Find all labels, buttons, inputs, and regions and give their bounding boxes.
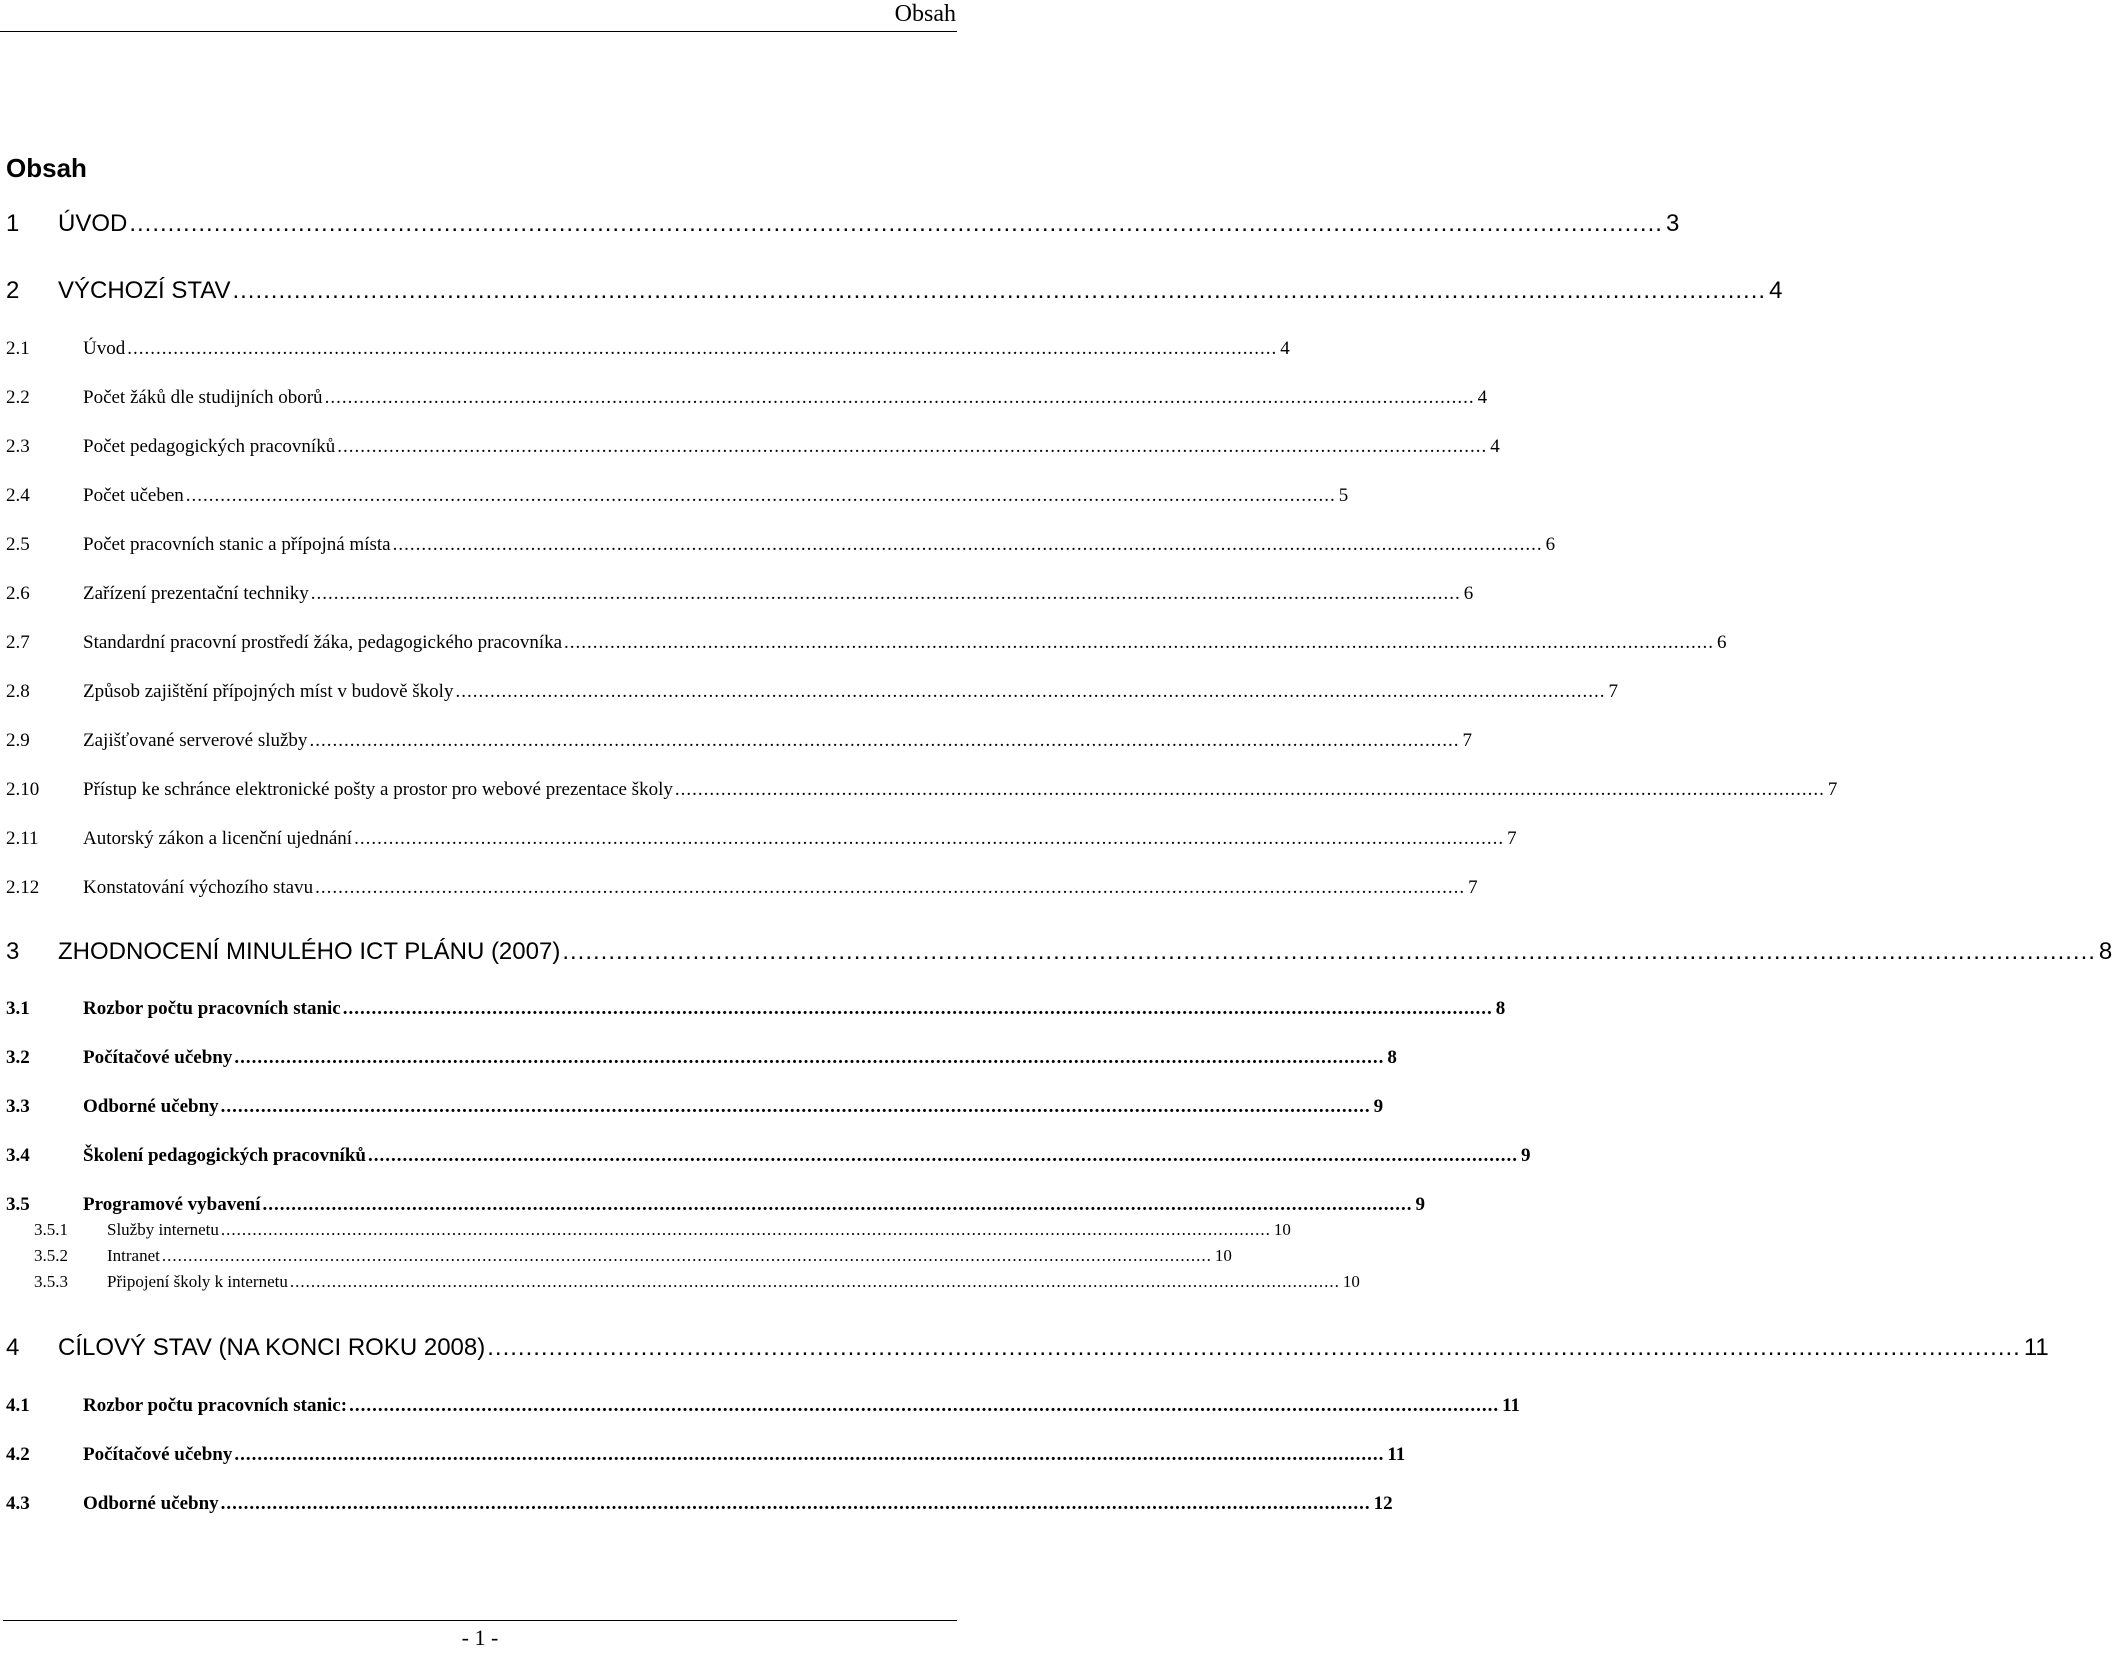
toc-entry-label: Počítačové učebny [83,1444,233,1465]
toc-leader: ........................................................................................................................................................................................................ [127,338,1278,359]
page-title: Obsah [6,153,87,183]
toc-leader: ........................................................................................................................................................................................................ [234,1444,1385,1465]
toc-entry-number: 3.5.2 [34,1246,68,1265]
toc-entry-page: 7 [1608,681,1618,702]
toc-entry-section[interactable] [6,631,1727,655]
toc-leader: ........................................................................................................................................................................................................ [232,277,1767,304]
toc-entry-section[interactable] [6,435,1500,459]
page-footer [3,1620,957,1650]
toc-leader: ........................................................................................................................................................................................................ [234,1047,1385,1068]
toc-entry-label: Zařízení prezentační techniky [83,583,309,604]
toc-entry-chapter[interactable] [6,937,2112,967]
toc-entry-page: 9 [1520,1145,1531,1166]
toc-entry-section[interactable] [6,386,1488,410]
toc-leader: ........................................................................................................................................................................................................ [309,730,1460,751]
toc-entry-label: Připojení školy k internetu [107,1272,288,1291]
toc-entry-section[interactable] [6,1492,1393,1516]
toc-entry-number: 3.2 [6,1047,30,1068]
toc-entry-label: Rozbor počtu pracovních stanic [83,998,341,1019]
toc-leader: ........................................................................................................................................................................................................ [392,534,1543,555]
toc-entry-subsection[interactable] [34,1219,1291,1241]
toc-entry-label: Přístup ke schránce elektronické pošty a prostor pro webové prezentace školy [83,779,673,800]
toc-entry-number: 3.3 [6,1096,30,1117]
toc-entry-label: Způsob zajištění přípojných míst v budově školy [83,681,454,702]
toc-leader: ........................................................................................................................................................................................................ [354,828,1505,849]
toc-entry-page: 10 [1214,1246,1232,1265]
toc-leader: ........................................................................................................................................................................................................ [129,210,1663,237]
toc-entry-section[interactable] [6,582,1474,606]
toc-leader: ........................................................................................................................................................................................................ [487,1334,2021,1361]
toc-entry-label: Odborné učebny [83,1096,219,1117]
toc-entry-section[interactable] [6,1193,1425,1217]
toc-entry-label: CÍLOVÝ STAV (NA KONCI ROKU 2008) [58,1334,486,1361]
toc-leader: ........................................................................................................................................................................................................ [337,436,1488,457]
toc-entry-number: 2.10 [6,779,40,800]
toc-entry-label: Rozbor počtu pracovních stanic: [83,1395,348,1416]
toc-entry-page: 4 [1769,277,1783,304]
toc-entry-label: Intranet [107,1246,160,1265]
toc-entry-label: Počet pedagogických pracovníků [83,436,336,457]
toc-entry-page: 8 [2098,938,2112,965]
toc-entry-label: Počet žáků dle studijních oborů [83,387,323,408]
toc-entry-section[interactable] [6,1095,1384,1119]
toc-entry-section[interactable] [6,337,1290,361]
toc-leader: ........................................................................................................................................................................................................ [342,998,1493,1019]
toc-entry-label: Školení pedagogických pracovníků [83,1145,366,1166]
toc-leader: ........................................................................................................................................................................................................ [185,485,1336,506]
toc-entry-label: Počítačové učebny [83,1047,233,1068]
header-text: Obsah [894,1,956,27]
toc-entry-number: 4.3 [6,1493,30,1514]
toc-leader: ........................................................................................................................................................................................................ [674,779,1825,800]
toc-leader: ........................................................................................................................................................................................................ [220,1220,1271,1239]
toc-leader: ........................................................................................................................................................................................................ [310,583,1461,604]
toc-entry-label: ZHODNOCENÍ MINULÉHO ICT PLÁNU (2007) [58,938,561,965]
toc-entry-subsection[interactable] [34,1271,1360,1293]
page-number: - 1 - [461,1625,499,1650]
toc-entry-section[interactable] [6,1443,1406,1467]
toc-entry-section[interactable] [6,778,1838,802]
toc-entry-section[interactable] [6,533,1556,557]
toc-leader: ........................................................................................................................................................................................................ [220,1096,1371,1117]
toc-entry-page: 6 [1463,583,1474,604]
toc-entry-page: 9 [1415,1194,1425,1215]
toc-entry-label: Standardní pracovní prostředí žáka, pedagogického pracovníka [83,632,563,653]
toc-entry-number: 3.5 [6,1194,30,1215]
toc-entry-label: Konstatování výchozího stavu [83,877,314,898]
toc-entry-number: 4.1 [6,1395,30,1416]
toc-entry-number: 2.5 [6,534,30,555]
toc-entry-label: Služby internetu [107,1220,219,1239]
toc-leader: ........................................................................................................................................................................................................ [161,1246,1212,1265]
toc-entry-number: 2.2 [6,387,30,408]
toc-entry-number: 4.2 [6,1444,30,1465]
toc-entry-number: 2.6 [6,583,30,604]
toc-entry-number: 4 [6,1334,20,1361]
toc-entry-chapter[interactable] [6,276,1783,306]
toc-leader: ........................................................................................................................................................................................................ [455,681,1606,702]
toc-entry-chapter[interactable] [6,209,1680,239]
toc-entry-label: Počet pracovních stanic a přípojná místa [83,534,391,555]
toc-entry-page: 8 [1495,998,1506,1019]
toc-entry-label: ÚVOD [58,210,128,237]
toc-leader: ........................................................................................................................................................................................................ [220,1493,1371,1514]
toc-entry-label: Počet učeben [83,485,184,506]
toc-entry-number: 2.8 [6,681,30,702]
toc-entry-chapter[interactable] [6,1333,2049,1363]
toc-entry-number: 2.1 [6,338,30,359]
toc-leader: ........................................................................................................................................................................................................ [367,1145,1518,1166]
toc-entry-label: VÝCHOZÍ STAV [58,277,231,304]
toc-entry-section[interactable] [6,484,1349,508]
toc-leader: ........................................................................................................................................................................................................ [349,1395,1500,1416]
toc-entry-page: 7 [1468,877,1478,898]
toc-entry-page: 11 [1502,1395,1521,1416]
toc-entry-section[interactable] [6,876,1478,900]
toc-entry-page: 8 [1387,1047,1397,1068]
toc-entry-page: 5 [1338,485,1349,506]
toc-entry-number: 2.3 [6,436,30,457]
toc-entry-label: Programové vybavení [83,1194,261,1215]
toc-leader: ........................................................................................................................................................................................................ [324,387,1475,408]
toc-entry-page: 12 [1373,1493,1393,1514]
toc-entry-page: 10 [1273,1220,1291,1239]
toc-entry-page: 6 [1545,534,1556,555]
toc-entry-number: 3.1 [6,998,30,1019]
toc-entry-page: 7 [1827,779,1838,800]
toc-entry-page: 3 [1665,210,1680,237]
toc-entry-page: 10 [1342,1272,1360,1291]
toc-leader: ........................................................................................................................................................................................................ [289,1272,1340,1291]
toc-entry-number: 2 [6,277,20,304]
toc-entry-page: 4 [1490,436,1500,457]
toc-entry-number: 3 [6,938,20,965]
toc-entry-section[interactable] [6,1046,1397,1070]
toc-entry-label: Zajišťované serverové služby [83,730,308,751]
toc-entry-page: 7 [1507,828,1517,849]
toc-entry-section[interactable] [6,729,1472,753]
toc-entry-label: Odborné učebny [83,1493,219,1514]
toc-entry-number: 2.4 [6,485,30,506]
toc-entry-number: 3.4 [6,1145,30,1166]
toc-entry-section[interactable] [6,680,1618,704]
toc-entry-page: 9 [1373,1096,1384,1117]
toc-entry-page: 4 [1280,338,1290,359]
toc-leader: ........................................................................................................................................................................................................ [564,632,1715,653]
toc-entry-number: 3.5.1 [34,1220,68,1239]
toc-entry-number: 2.9 [6,730,30,751]
toc-entry-page: 11 [2023,1334,2049,1361]
toc-entry-number: 2.7 [6,632,30,653]
toc-entry-section[interactable] [6,1394,1521,1418]
toc-entry-label: Úvod [83,338,126,359]
toc-entry-section[interactable] [6,827,1517,851]
toc-entry-page: 11 [1387,1444,1406,1465]
toc-entry-number: 3.5.3 [34,1272,68,1291]
toc-entry-page: 6 [1717,632,1727,653]
toc-entry-page: 4 [1477,387,1488,408]
toc-entry-page: 7 [1462,730,1472,751]
toc-leader: ........................................................................................................................................................................................................ [562,938,2096,965]
toc-entry-subsection[interactable] [34,1245,1232,1267]
toc-entry-number: 2.12 [6,877,40,898]
toc-entry-section[interactable] [6,1144,1531,1168]
toc-entry-number: 1 [6,210,20,237]
toc-leader: ........................................................................................................................................................................................................ [315,877,1466,898]
toc-entry-label: Autorský zákon a licenční ujednání [83,828,353,849]
toc-entry-number: 2.11 [6,828,39,849]
toc-entry-section[interactable] [6,997,1506,1021]
toc-leader: ........................................................................................................................................................................................................ [262,1194,1413,1215]
